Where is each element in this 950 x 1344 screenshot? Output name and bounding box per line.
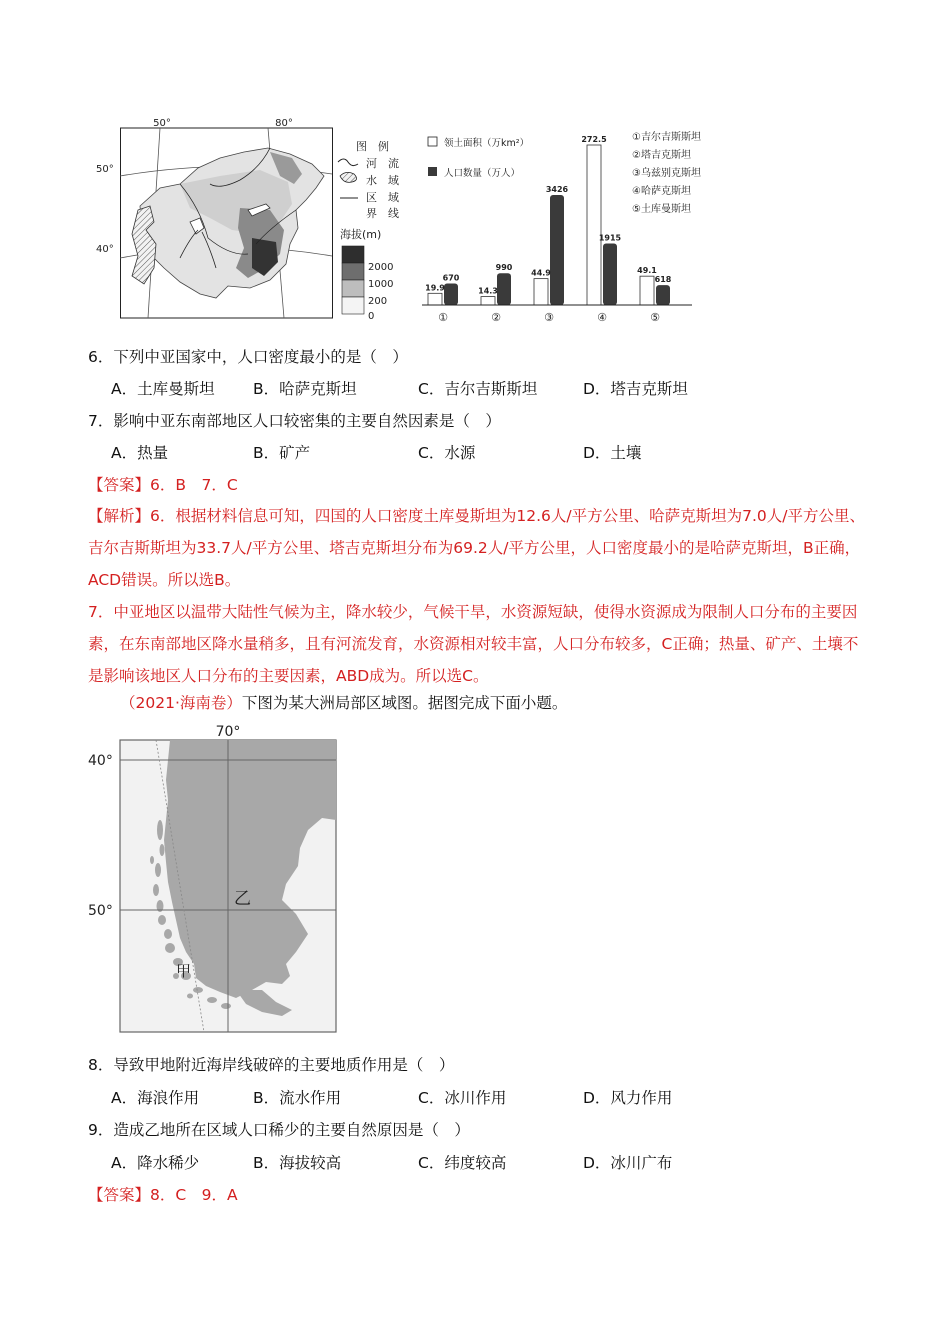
legend-boundary-1: 区 域 (366, 191, 399, 204)
central-asia-map (120, 118, 420, 320)
q9-option-b[interactable]: B．海拔较高 (253, 1154, 342, 1172)
q8-option-a[interactable]: A．海浪作用 (111, 1089, 200, 1107)
source-tag: （2021·海南卷） (120, 694, 242, 712)
bar-population-1 (444, 283, 458, 305)
place-jia: 甲 (176, 962, 192, 980)
q6-stem: 6．下列中亚国家中，人口密度最小的是（ ） (88, 348, 408, 366)
tick-1: ① (438, 311, 448, 324)
lon-label-70: 70° (215, 724, 241, 740)
label-area-3: 44.9 (531, 268, 551, 278)
lat-label-40: 40° (88, 753, 113, 769)
answer-block-2: 【答案】8．C 9．A (88, 1186, 238, 1204)
bar-area-2 (481, 297, 495, 305)
elev-1000: 1000 (368, 279, 394, 290)
tick-3: ③ (544, 311, 554, 324)
elev-200: 200 (368, 296, 388, 307)
bar-area-1 (428, 293, 442, 305)
analysis-q7: 7．中亚地区以温带大陆性气候为主，降水较少，气候干旱，水资源短缺，使得水资源成为限制人口分布的主要因素，在东南部地区降水量稍多，且有河流发育，水资源相对较丰富，人口分布较多，C正确；热量、矿产、土壤不是影响该地区人口分布的主要因素，ABD成为。所以选C。 (88, 603, 859, 685)
q7-option-a[interactable]: A．热量 (111, 444, 169, 462)
lon-label-50: 50° (153, 118, 171, 129)
q8-option-d[interactable]: D．风力作用 (583, 1089, 673, 1107)
bar-area-3 (534, 279, 548, 305)
country-key-3: ③乌兹别克斯坦 (632, 168, 701, 179)
answer-block-1: 【答案】6．B 7．C (88, 476, 238, 494)
tick-4: ④ (597, 311, 607, 324)
country-key-1: ①吉尔吉斯斯坦 (632, 132, 701, 143)
label-area-1: 19.9 (425, 283, 445, 293)
label-population-4: 1915 (598, 233, 622, 243)
label-area-2: 14.3 (478, 286, 498, 296)
label-population-5: 618 (654, 275, 672, 285)
q7-stem: 7．影响中亚东南部地区人口较密集的主要自然因素是（ ） (88, 412, 501, 430)
place-yi: 乙 (234, 889, 251, 909)
bar-population-5 (656, 285, 670, 305)
bar-population-4 (603, 244, 617, 305)
bar-area-4 (587, 145, 601, 305)
q6-option-d[interactable]: D．塔吉克斯坦 (583, 380, 688, 398)
q6-option-c[interactable]: C．吉尔吉斯斯坦 (418, 380, 538, 398)
q8-option-b[interactable]: B．流水作用 (253, 1089, 342, 1107)
label-population-1: 670 (442, 273, 460, 283)
intro-q8-9 (120, 692, 567, 714)
q8-stem: 8．导致甲地附近海岸线破碎的主要地质作用是（ ） (88, 1056, 455, 1074)
q7-option-b[interactable]: B．矿产 (253, 444, 311, 462)
q6-option-b[interactable]: B．哈萨克斯坦 (253, 380, 357, 398)
legend-river: 河 流 (366, 157, 399, 170)
elev-0: 0 (368, 311, 375, 320)
country-key-4: ④哈萨克斯坦 (632, 186, 691, 197)
bar-population-3 (550, 195, 564, 305)
legend-population: 人口数量（万人） (444, 168, 521, 179)
lat-label-50-side: 50° (96, 164, 114, 175)
lat-label-40: 40° (96, 244, 114, 255)
q7-option-d[interactable]: D．土壤 (583, 444, 642, 462)
legend-area: 领土面积（万km²） (444, 138, 530, 149)
bar-population-2 (497, 273, 511, 305)
label-population-3: 3426 (545, 185, 569, 194)
q9-option-d[interactable]: D．冰川广布 (583, 1154, 673, 1172)
q9-stem: 9．造成乙地所在区域人口稀少的主要自然原因是（ ） (88, 1121, 470, 1139)
q9-option-a[interactable]: A．降水稀少 (111, 1154, 200, 1172)
bar-chart (420, 125, 730, 325)
label-population-2: 990 (495, 263, 513, 273)
lat-label-50: 50° (88, 903, 113, 919)
q8-option-c[interactable]: C．冰川作用 (418, 1089, 507, 1107)
q6-option-a[interactable]: A．土库曼斯坦 (111, 380, 215, 398)
tick-2: ② (491, 311, 501, 324)
elev-2000: 2000 (368, 262, 394, 273)
q7-option-c[interactable]: C．水源 (418, 444, 476, 462)
intro-text: 下图为某大洲局部区域图。据图完成下面小题。 (241, 694, 568, 712)
q9-option-c[interactable]: C．纬度较高 (418, 1154, 507, 1172)
country-key-2: ②塔吉克斯坦 (632, 150, 691, 161)
lon-label-80: 80° (275, 118, 293, 129)
analysis-q6: 【解析】6．根据材料信息可知，四国的人口密度土库曼斯坦为12.6人/平方公里、哈萨克斯坦为7.0人/平方公里、吉尔吉斯斯坦为33.7人/平方公里、塔吉克斯坦分布为69.2人/平方公里，人口密度最小的是哈萨克斯坦，B正确，ACD错误。所以选B。 (88, 507, 865, 589)
label-area-5: 49.1 (637, 266, 657, 276)
patagonia-map (86, 720, 346, 1036)
tick-5: ⑤ (650, 311, 660, 324)
legend-title: 图 例 (356, 140, 389, 153)
label-area-4: 272.5 (581, 135, 607, 144)
legend-water: 水 域 (366, 174, 399, 187)
country-key-5: ⑤土库曼斯坦 (632, 204, 691, 215)
elev-title: 海拔(m) (340, 228, 382, 241)
bar-area-5 (640, 276, 654, 305)
legend-boundary-2: 界 线 (366, 207, 399, 220)
